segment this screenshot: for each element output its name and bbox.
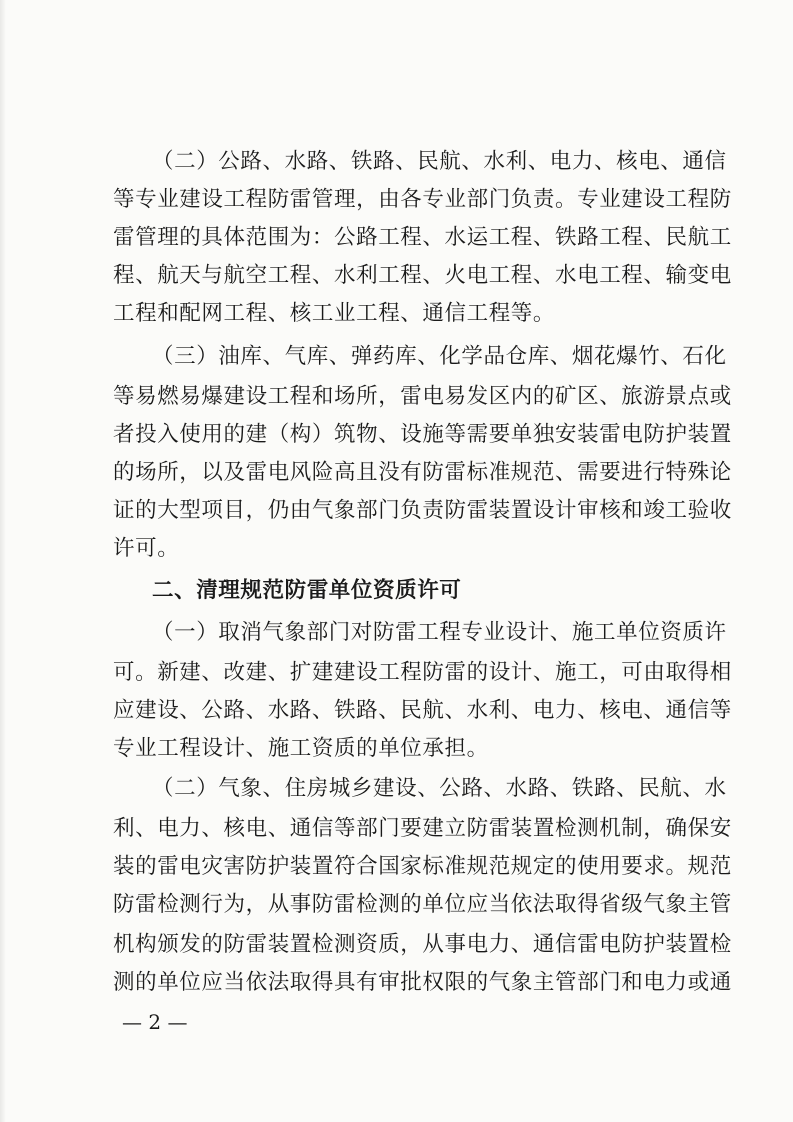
paragraph-line: 者投入使用的建（构）筑物、设施等需要单独安装雷电防护装置 xyxy=(113,422,732,447)
paragraph-line: 可。新建、改建、扩建建设工程防雷的设计、施工，可由取得相 xyxy=(113,660,732,685)
paragraph-line: 等专业建设工程防雷管理，由各专业部门负责。专业建设工程防 xyxy=(113,187,732,212)
paragraph-line: 程、航天与航空工程、水利工程、火电工程、水电工程、输变电 xyxy=(113,263,732,288)
section-heading: 二、清理规范防雷单位资质许可 xyxy=(152,578,462,603)
paragraph-line: （二）公路、水路、铁路、民航、水利、电力、核电、通信 xyxy=(152,149,727,174)
paragraph-line: （二）气象、住房城乡建设、公路、水路、铁路、民航、水 xyxy=(152,776,727,801)
paragraph-line: 利、电力、核电、通信等部门要建立防雷装置检测机制，确保安 xyxy=(113,816,732,841)
paragraph-line: 装的雷电灾害防护装置符合国家标准规范规定的使用要求。规范 xyxy=(113,854,732,879)
paragraph-line: （三）油库、气库、弹药库、化学品仓库、烟花爆竹、石化 xyxy=(152,344,727,369)
paragraph-line: 等易燃易爆建设工程和场所，雷电易发区内的矿区、旅游景点或 xyxy=(113,384,732,409)
paragraph-line: 应建设、公路、水路、铁路、民航、水利、电力、核电、通信等 xyxy=(113,698,732,723)
paragraph-line: 防雷检测行为，从事防雷检测的单位应当依法取得省级气象主管 xyxy=(113,892,732,917)
paragraph-line: 专业工程设计、施工资质的单位承担。 xyxy=(113,736,489,761)
paragraph-line: 测的单位应当依法取得具有审批权限的气象主管部门和电力或通 xyxy=(113,970,732,995)
scan-edge-shadow xyxy=(0,0,6,1122)
paragraph-line: 的场所，以及雷电风险高且没有防雷标准规范、需要进行特殊论 xyxy=(113,460,732,485)
paragraph-line: 雷管理的具体范围为：公路工程、水运工程、铁路工程、民航工 xyxy=(113,225,732,250)
paragraph-line: 机构颁发的防雷装置检测资质，从事电力、通信雷电防护装置检 xyxy=(113,932,732,957)
paragraph-line: 许可。 xyxy=(113,536,180,561)
page-number: — 2 — xyxy=(122,1010,188,1034)
paragraph-line: （一）取消气象部门对防雷工程专业设计、施工单位资质许 xyxy=(152,620,727,645)
paragraph-line: 证的大型项目，仍由气象部门负责防雷装置设计审核和竣工验收 xyxy=(113,498,732,523)
paragraph-line: 工程和配网工程、核工业工程、通信工程等。 xyxy=(113,301,556,326)
